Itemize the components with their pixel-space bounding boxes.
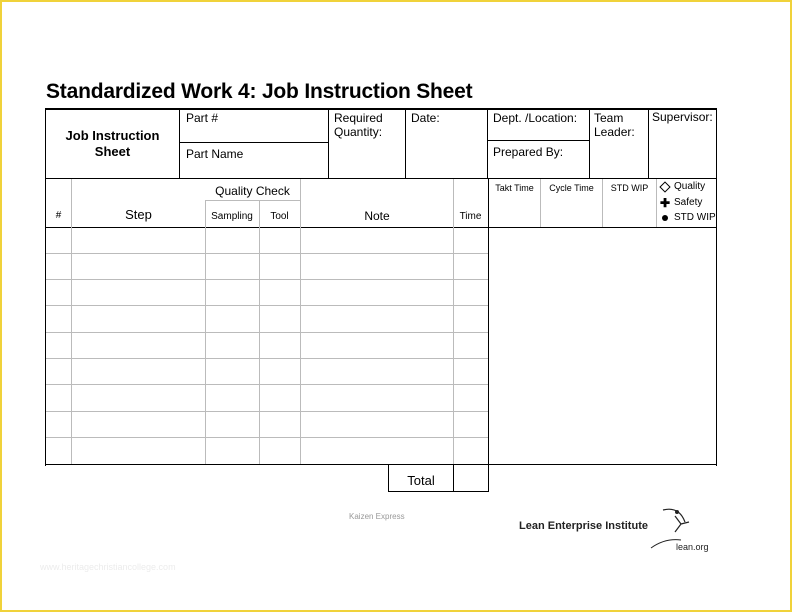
watermark-text: www.heritagechristiancollege.com: [40, 562, 176, 572]
page-title: Standardized Work 4: Job Instruction Sheet: [46, 80, 473, 103]
prepared-by-label: Prepared By:: [493, 145, 564, 159]
kaizen-express-text: Kaizen Express: [349, 512, 405, 521]
column-sampling-header: Sampling: [211, 211, 253, 222]
legend-quality: Quality: [659, 181, 705, 192]
block-title: Job Instruction Sheet: [65, 128, 160, 159]
plus-icon: ✚: [659, 195, 671, 210]
takt-time-label: Takt Time: [495, 183, 534, 193]
date-label: Date:: [411, 111, 440, 125]
supervisor-label: Supervisor:: [652, 110, 713, 124]
column-step-header: Step: [125, 207, 152, 222]
column-tool-header: Tool: [270, 211, 289, 222]
required-quantity-label: Required Quantity:: [334, 111, 383, 139]
part-name-label: Part Name: [186, 147, 244, 161]
cycle-time-label: Cycle Time: [549, 183, 594, 193]
column-time-header: Time: [459, 211, 482, 222]
std-wip-label: STD WIP: [610, 183, 649, 193]
dot-icon: [659, 215, 671, 221]
column-number-header: #: [55, 210, 62, 221]
quality-check-header: Quality Check: [215, 184, 290, 198]
dept-location-label: Dept. /Location:: [493, 111, 578, 125]
legend-safety: ✚ Safety: [659, 195, 703, 210]
part-number-label: Part #: [186, 111, 219, 125]
institute-name: Lean Enterprise Institute: [519, 520, 648, 532]
diamond-icon: [659, 183, 671, 191]
column-note-header: Note: [364, 209, 390, 223]
legend-std-wip: STD WIP: [659, 212, 716, 223]
lei-logo-icon: [645, 500, 715, 555]
team-leader-label: Team Leader:: [594, 111, 635, 139]
total-label: Total: [407, 473, 435, 488]
lean-org-text: lean.org: [676, 542, 709, 552]
